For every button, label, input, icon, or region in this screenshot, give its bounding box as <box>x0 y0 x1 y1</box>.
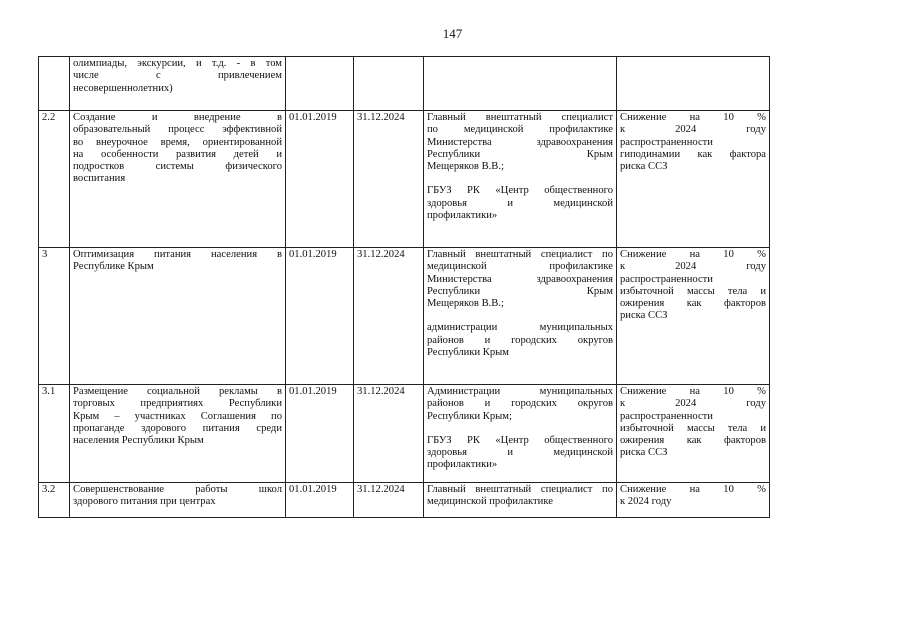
cell-line: Совершенствование работы школ <box>73 484 282 495</box>
cell-line: риска ССЗ <box>620 161 668 173</box>
cell-line: здоровья и медицинской <box>427 197 613 209</box>
cell-line: избыточной массы тела и <box>620 285 766 297</box>
cell-line: районов и городских округов <box>427 334 613 346</box>
cell-start-date: 01.01.2019 <box>286 248 354 385</box>
cell-line: Главный внештатный специалист по <box>427 484 613 495</box>
cell-line: распространенности <box>620 410 713 422</box>
cell-expected-result <box>617 248 770 385</box>
cell-line: медицинской профилактике <box>427 496 553 508</box>
cell-activity <box>70 111 286 248</box>
cell-line: к 2024 году <box>620 124 766 136</box>
cell-line: олимпиады, экскурсии, и т.д. - в том <box>73 58 282 69</box>
cell-line: Республики Крым; <box>427 410 512 422</box>
cell-line: по медицинской профилактике <box>427 124 613 136</box>
cell-expected-result <box>617 57 770 111</box>
cell-start-date: 01.01.2019 <box>286 483 354 518</box>
cell-line: районов и городских округов <box>427 398 613 410</box>
cell-line: подростков системы физического <box>73 161 282 173</box>
cell-line: профилактики» <box>427 210 498 222</box>
cell-number: 3 <box>39 248 70 385</box>
page-number: 147 <box>442 26 463 41</box>
cell-line: здоровья и медицинской <box>427 447 613 459</box>
cell-line: ГБУЗ РК «Центр общественного <box>427 185 613 197</box>
cell-responsible <box>424 111 617 248</box>
cell-expected-result <box>617 483 770 518</box>
cell-end-date: 31.12.2024 <box>354 111 424 248</box>
cell-number <box>39 57 70 111</box>
cell-line: ГБУЗ РК «Центр общественного <box>427 434 613 446</box>
cell-line: распространенности <box>620 273 713 285</box>
cell-line: Министерства здравоохранения <box>427 136 613 148</box>
cell-number: 3.1 <box>39 385 70 483</box>
cell-end-date: 31.12.2024 <box>354 385 424 483</box>
cell-line: Администрации муниципальных <box>427 386 613 397</box>
cell-responsible <box>424 57 617 111</box>
cell-line: Создание и внедрение в <box>73 112 282 123</box>
cell-line: Республики Крым <box>427 347 509 359</box>
paragraph-gap <box>427 173 613 185</box>
cell-expected-result <box>617 385 770 483</box>
cell-line: распространенности <box>620 136 713 148</box>
cell-line: Снижение на 10 % <box>620 249 766 260</box>
cell-activity <box>70 385 286 483</box>
table-row <box>39 385 770 483</box>
cell-line: здорового питания при центрах <box>73 496 216 508</box>
cell-line: медицинской профилактике <box>427 261 613 273</box>
cell-line: Размещение социальной рекламы в <box>73 386 282 397</box>
cell-start-date: 01.01.2019 <box>286 111 354 248</box>
cell-line: Главный внештатный специалист по <box>427 249 613 260</box>
cell-responsible <box>424 385 617 483</box>
cell-line: во внеурочное время, ориентированной <box>73 136 282 148</box>
cell-number: 3.2 <box>39 483 70 518</box>
cell-line: пропаганде здорового питания среди <box>73 422 282 434</box>
cell-activity <box>70 248 286 385</box>
cell-line: Республики Крым <box>427 285 613 297</box>
plan-table-body <box>39 57 770 518</box>
table-row <box>39 111 770 248</box>
cell-line: избыточной массы тела и <box>620 422 766 434</box>
cell-line: к 2024 году <box>620 261 766 273</box>
cell-line: воспитания <box>73 173 126 185</box>
cell-line: ожирения как факторов <box>620 298 766 310</box>
cell-line: Снижение на 10 % <box>620 386 766 397</box>
table-row <box>39 248 770 385</box>
plan-table <box>38 56 770 518</box>
cell-expected-result <box>617 111 770 248</box>
cell-end-date: 31.12.2024 <box>354 483 424 518</box>
cell-responsible <box>424 248 617 385</box>
cell-line: Снижение на 10 % <box>620 484 766 495</box>
cell-line: Крым – участниках Соглашения по <box>73 410 282 422</box>
paragraph-gap <box>427 310 613 322</box>
table-row <box>39 57 770 111</box>
cell-line: Оптимизация питания населения в <box>73 249 282 260</box>
cell-start-date: 01.01.2019 <box>286 385 354 483</box>
cell-line: Главный внештатный специалист <box>427 112 613 123</box>
cell-line: числе с привлечением <box>73 70 282 82</box>
cell-line: Министерства здравоохранения <box>427 273 613 285</box>
cell-line: Мещеряков В.В.; <box>427 161 504 173</box>
cell-line: профилактики» <box>427 459 498 471</box>
cell-line: несовершеннолетних) <box>73 82 173 94</box>
cell-line: к 2024 году <box>620 496 672 508</box>
cell-line: ожирения как факторов <box>620 435 766 447</box>
cell-line: риска ССЗ <box>620 310 668 322</box>
cell-end-date: 31.12.2024 <box>354 248 424 385</box>
table-row <box>39 483 770 518</box>
cell-line: гиподинамии как фактора <box>620 148 766 160</box>
cell-line: Мещеряков В.В.; <box>427 298 504 310</box>
cell-responsible <box>424 483 617 518</box>
cell-line: Республики Крым <box>427 148 613 160</box>
cell-line: на особенности развития детей и <box>73 148 282 160</box>
cell-start-date <box>286 57 354 111</box>
cell-line: Снижение на 10 % <box>620 112 766 123</box>
cell-end-date <box>354 57 424 111</box>
cell-number: 2.2 <box>39 111 70 248</box>
cell-line: к 2024 году <box>620 398 766 410</box>
cell-line: населения Республики Крым <box>73 435 204 447</box>
cell-line: риска ССЗ <box>620 447 668 459</box>
cell-line: Республике Крым <box>73 261 154 273</box>
cell-line: образовательный процесс эффективной <box>73 124 282 136</box>
cell-activity <box>70 57 286 111</box>
cell-line: администрации муниципальных <box>427 322 613 334</box>
paragraph-gap <box>427 423 613 435</box>
cell-activity <box>70 483 286 518</box>
cell-line: торговых предприятиях Республики <box>73 398 282 410</box>
